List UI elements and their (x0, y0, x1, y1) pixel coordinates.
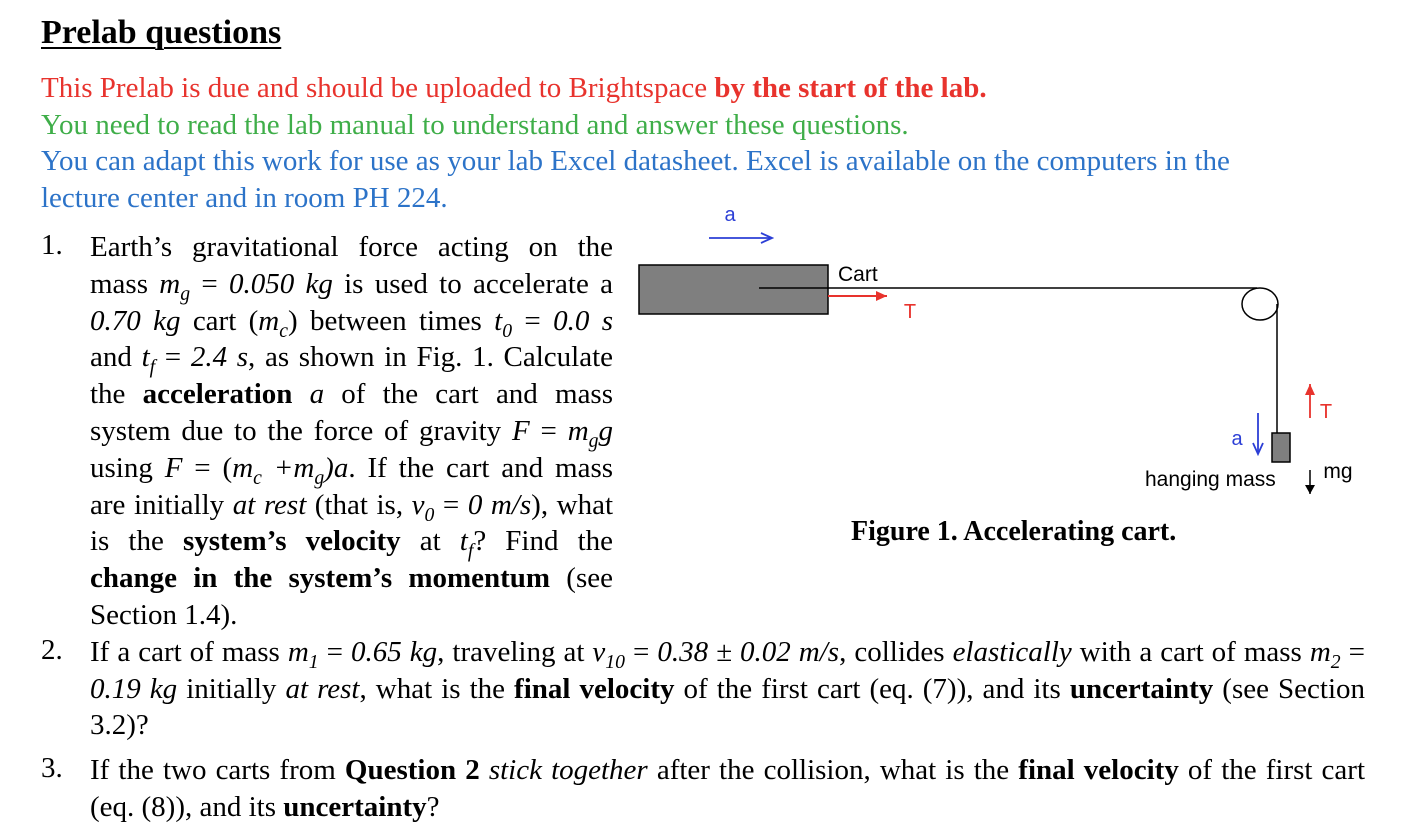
due-notice-deadline: by the start of the lab. (714, 72, 987, 104)
excel-notice-line1: You can adapt this work for use as your lab Excel datasheet. Excel is available on the computers in the (41, 145, 1230, 177)
bold-text: uncertainty (1069, 672, 1214, 705)
italic-text: m (232, 451, 254, 484)
text-run: , as shown in Fig. 1. Calculate the (90, 341, 613, 411)
tension-label-horizontal: T (903, 301, 917, 323)
tension-label-vertical: T (1319, 401, 1333, 423)
text-run: = (512, 304, 554, 337)
italic-text: 0.70 kg (90, 304, 181, 337)
bold-text: acceleration (142, 378, 293, 411)
text-run: at (400, 525, 460, 558)
bold-text: Question 2 (344, 754, 480, 786)
bold-text: final velocity (514, 672, 675, 705)
text-run: using (90, 451, 165, 484)
text-run: is used to accelerate a (332, 267, 613, 300)
text-run: ? (426, 790, 440, 823)
text-run: with a cart of mass (1071, 636, 1310, 668)
italic-text: 2.4 s (190, 341, 249, 374)
text-run: = (625, 636, 658, 668)
bold-text: uncertainty (283, 790, 427, 823)
subscript: g (314, 466, 325, 489)
text-run: = (190, 267, 229, 300)
text-run: initially (177, 672, 286, 705)
text-run: after the collision, what is the (647, 754, 1019, 786)
text-run: (see Section 1.4). (90, 562, 613, 631)
text-run: Earth’s gravitational force acting on the mass (90, 231, 613, 300)
italic-text: m (287, 636, 309, 668)
text-run: If the two carts from (90, 754, 345, 786)
italic-text: t (494, 304, 503, 337)
italic-text: at rest (232, 488, 307, 521)
text-run: , what is the (359, 672, 515, 705)
italic-text: F (511, 414, 530, 447)
italic-text: m (1309, 636, 1331, 668)
italic-text: m (258, 304, 280, 337)
text-run: (that is, (306, 488, 412, 521)
italic-text: v (411, 488, 425, 521)
text-run: ? Find the (473, 525, 613, 558)
italic-text: 0.65 kg (351, 636, 438, 668)
cart-label: Cart (838, 263, 878, 286)
subscript: 0 (424, 503, 435, 526)
italic-text: a (309, 378, 325, 411)
italic-text: m (567, 414, 589, 447)
italic-text: 0.0 s (553, 304, 613, 337)
italic-text: + (261, 451, 294, 484)
text-run: ), what is the (90, 488, 613, 558)
italic-text: t (459, 525, 468, 558)
bold-text: system’s velocity (182, 525, 401, 558)
subscript: c (253, 466, 262, 489)
text-run: . If the cart and mass are initially (90, 451, 614, 521)
bold-text: change in the system’s momentum (90, 562, 551, 595)
text-run: , traveling at (437, 636, 593, 668)
italic-text: stick together (488, 754, 648, 786)
text-run: If a cart of mass (90, 636, 288, 668)
subscript: 10 (605, 650, 625, 673)
text-run: = (529, 414, 568, 447)
cart-block (639, 265, 828, 314)
subscript: 1 (308, 650, 319, 673)
text-run: of the cart and mass system due to the force of gravity (90, 378, 614, 447)
italic-text: 0.19 kg (90, 672, 178, 705)
acceleration-label-top: a (724, 204, 736, 226)
bold-text: final velocity (1018, 754, 1179, 786)
italic-text: a (333, 451, 349, 484)
text-run: cart ( (180, 304, 259, 337)
italic-text: g (598, 414, 613, 447)
subscript: 0 (502, 319, 513, 342)
italic-text: elastically (952, 636, 1072, 668)
text-run: = (1340, 636, 1366, 668)
italic-text: m (159, 267, 181, 300)
hanging-mass-block (1272, 433, 1290, 462)
due-notice-text: This Prelab is due and should be uploaded to Brightspace (41, 72, 715, 104)
italic-text: t (141, 341, 150, 374)
italic-text: F (164, 451, 183, 484)
text-run: of the first cart (eq. (8)), and its (90, 754, 1366, 823)
italic-text: 0.38 ± 0.02 m/s (657, 636, 840, 668)
figure-caption: Figure 1. Accelerating cart. (851, 516, 1177, 547)
question-2-number: 2. (41, 634, 63, 666)
weight-label: mg (1323, 460, 1353, 483)
subscript: c (279, 319, 288, 342)
text-run: of the first cart (eq. (7)), and its (674, 672, 1070, 705)
italic-text: 0 m/s (467, 488, 532, 521)
subscript: g (588, 429, 599, 452)
page-title: Prelab questions (41, 14, 282, 51)
italic-text: ) (324, 451, 334, 484)
question-1-number: 1. (41, 229, 63, 261)
subscript: g (180, 282, 191, 305)
text-run: = (434, 488, 468, 521)
subscript: f (149, 356, 156, 379)
read-manual-notice: You need to read the lab manual to understand and answer these questions. (41, 109, 909, 141)
subscript: f (467, 540, 474, 563)
question-3-number: 3. (41, 752, 63, 784)
italic-text: v (592, 636, 606, 668)
italic-text: 0.050 kg (228, 267, 333, 300)
text-run: = (318, 636, 352, 668)
italic-text: m (293, 451, 315, 484)
text-run: , collides (839, 636, 953, 668)
pulley (1242, 288, 1278, 320)
acceleration-label-side: a (1231, 428, 1243, 450)
text-run: = ( (182, 451, 233, 484)
italic-text: at rest (285, 672, 360, 705)
text-run: (see Section 3.2)? (90, 672, 1365, 741)
text-run: and (90, 341, 142, 374)
text-run: ) between times (287, 304, 495, 337)
hanging-mass-label: hanging mass (1145, 468, 1276, 491)
excel-notice-line2: lecture center and in room PH 224. (41, 182, 448, 214)
subscript: 2 (1330, 650, 1341, 673)
text-run: = (155, 341, 191, 374)
